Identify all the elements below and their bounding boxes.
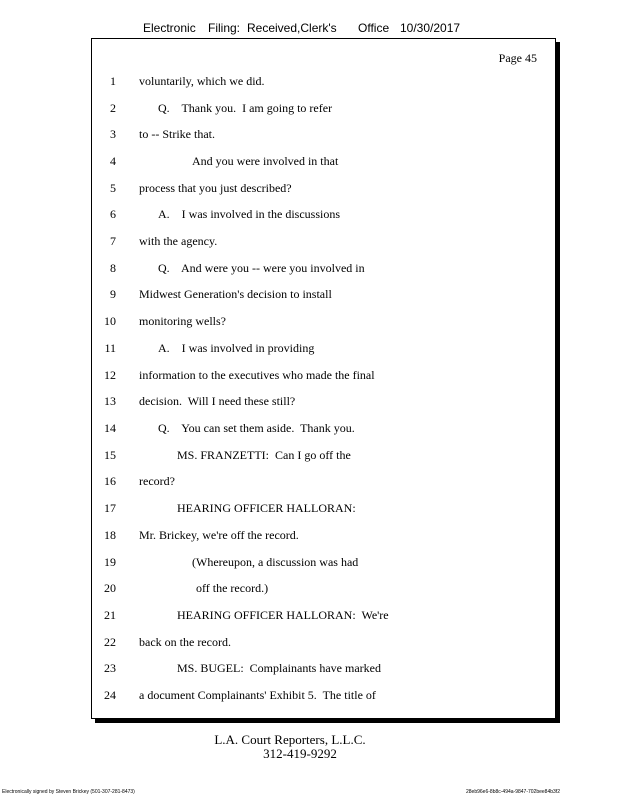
line-text: And you were involved in that [192,154,339,168]
line-text: back on the record. [139,635,231,649]
line-text: A. I was involved in providing [158,341,315,355]
line-number: 7 [110,234,116,248]
line-text: Q. And were you -- were you involved in [158,261,365,275]
line-number: 4 [110,154,116,168]
line-number: 6 [110,207,116,221]
line-number: 13 [104,394,116,408]
line-number: 9 [110,287,116,301]
line-text: process that you just described? [139,181,292,195]
line-number: 12 [104,368,116,382]
line-number: 5 [110,181,116,195]
line-text: MS. FRANZETTI: Can I go off the [177,448,351,462]
line-number: 23 [104,661,116,675]
line-number: 16 [104,474,116,488]
line-number: 14 [104,421,116,435]
line-text: voluntarily, which we did. [139,74,265,88]
line-text: monitoring wells? [139,314,226,328]
line-text: information to the executives who made the final [139,368,375,382]
line-text: to -- Strike that. [139,127,215,141]
line-number: 15 [104,448,116,462]
line-text: A. I was involved in the discussions [158,207,340,221]
line-text: decision. Will I need these still? [139,394,296,408]
court-reporter-name: L.A. Court Reporters, L.L.C. [214,732,366,747]
line-text: with the agency. [139,234,218,248]
line-number: 21 [104,608,116,622]
page-number: Page 45 [498,51,537,65]
header-office: Office [358,21,390,35]
line-number: 18 [104,528,116,542]
line-number: 24 [104,688,116,702]
filing-header [143,21,503,37]
header-filing: Filing: [208,21,241,35]
line-text: HEARING OFFICER HALLORAN: We're [177,608,389,622]
header-received: Received,Clerk's [247,21,337,35]
line-text: Mr. Brickey, we're off the record. [139,528,299,542]
line-number: 17 [104,501,116,515]
line-text: Midwest Generation's decision to install [139,287,332,301]
line-text: MS. BUGEL: Complainants have marked [177,661,381,675]
line-number: 2 [110,101,116,115]
line-number: 20 [104,581,116,595]
line-text: record? [139,474,175,488]
court-reporter-phone: 312-419-9292 [263,746,337,761]
header-date: 10/30/2017 [400,21,461,35]
line-text: Q. Thank you. I am going to refer [158,101,333,115]
line-number: 1 [110,74,116,88]
line-number: 19 [104,555,116,569]
line-number: 11 [104,341,116,355]
document-hash: 28eb96e6-8b8c-494a-9847-702bee84b3f2 [466,789,560,795]
line-text: a document Complainants' Exhibit 5. The title of [139,688,376,702]
line-text: Q. You can set them aside. Thank you. [158,421,355,435]
line-number: 22 [104,635,116,649]
line-number: 10 [104,314,116,328]
electronic-signature: Electronically signed by Steven Brickey (501-307-281-8473) [2,789,135,795]
line-text: (Whereupon, a discussion was had [192,555,359,569]
line-number: 8 [110,261,116,275]
line-text: off the record.) [196,581,269,595]
header-electronic: Electronic [143,21,196,35]
line-number: 3 [110,127,116,141]
line-text: HEARING OFFICER HALLORAN: [177,501,356,515]
